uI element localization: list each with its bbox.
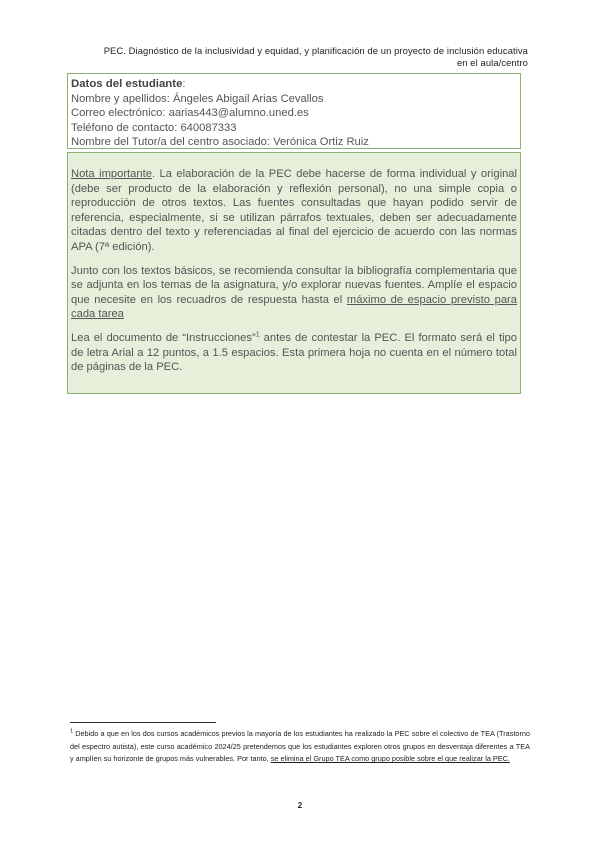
footnote-text: Debido a que en los dos cursos académicos previos la mayoría de los estudiantes ha realizado la PEC sobre el colectivo de TEA (Trastorno del espectro autista), este curso académico 2024/25 pretendemos que los estudiantes exploren otros grupos en desventaja diferentes a TEA y amplíen su horizonte de grupos más vulnerables. Por tanto, — [70, 729, 530, 764]
student-box-title-colon: : — [182, 78, 186, 90]
note-paragraph-3-before: Lea el documento de “Instrucciones” — [71, 331, 256, 344]
important-notes-box — [67, 152, 521, 394]
student-name: Nombre y apellidos: Ángeles Abigail Arias Cevallos — [71, 92, 324, 105]
note-paragraph-2-text: Junto con los textos básicos, se recomienda consultar la bibliografía complementaria que se adjunta en los temas de la asignatura, y/o explorar nuevas fuentes. Amplíe el espacio que necesite en los recuadros de respuesta hasta el — [71, 264, 517, 306]
footnote-marker: 1 — [70, 728, 74, 735]
student-phone: Teléfono de contacto: 640087333 — [71, 121, 237, 134]
note-paragraph-3-after: antes de contestar la PEC. El formato será el tipo de letra Arial a 12 puntos, a 1.5 espacios. Esta primera hoja no cuenta en el número total de páginas de la PEC. — [71, 331, 517, 374]
footnote-reference[interactable]: 1 — [255, 331, 260, 339]
footnote — [70, 728, 530, 766]
note-paragraph-2-underlined: máximo de espacio previsto para cada tarea — [71, 293, 518, 321]
note-paragraph-1-text: . La elaboración de la PEC debe hacerse de forma individual y original (debe ser producto de la elaboración y reflexión personal), no una simple copia o reproducción de otros textos. Las fuentes consultadas que hayan podido servir de referencia, especialmente, si se utilizan párrafos textuales, deben ser adecuadamente citadas dentro del texto y referenciadas al final del ejercicio de acuerdo con las normas APA (7ª edición). — [71, 168, 517, 253]
note-paragraph-1 — [71, 167, 517, 255]
student-box-heading — [71, 77, 517, 92]
header-line-2: en el aula/centro — [456, 57, 528, 68]
student-email: Correo electrónico: aarias443@alumno.uned.es — [71, 107, 309, 119]
footnote-separator — [70, 722, 216, 723]
page-number: 2 — [297, 801, 303, 810]
note-paragraph-2 — [71, 264, 517, 322]
header-line-1: PEC. Diagnóstico de la inclusividad y equidad, y planificación de un proyecto de inclusión educativa — [103, 45, 528, 56]
note-important-label: Nota importante — [71, 168, 152, 180]
student-data-box — [67, 73, 521, 149]
footnote-underlined: se elimina el Grupo TEA como grupo posible sobre el que realizar la PEC. — [270, 754, 510, 764]
student-tutor: Nombre del Tutor/a del centro asociado: Verónica Ortiz Ruiz — [71, 136, 369, 148]
student-box-title: Datos del estudiante — [71, 78, 183, 90]
page-header — [60, 45, 528, 69]
note-paragraph-3 — [71, 331, 517, 375]
